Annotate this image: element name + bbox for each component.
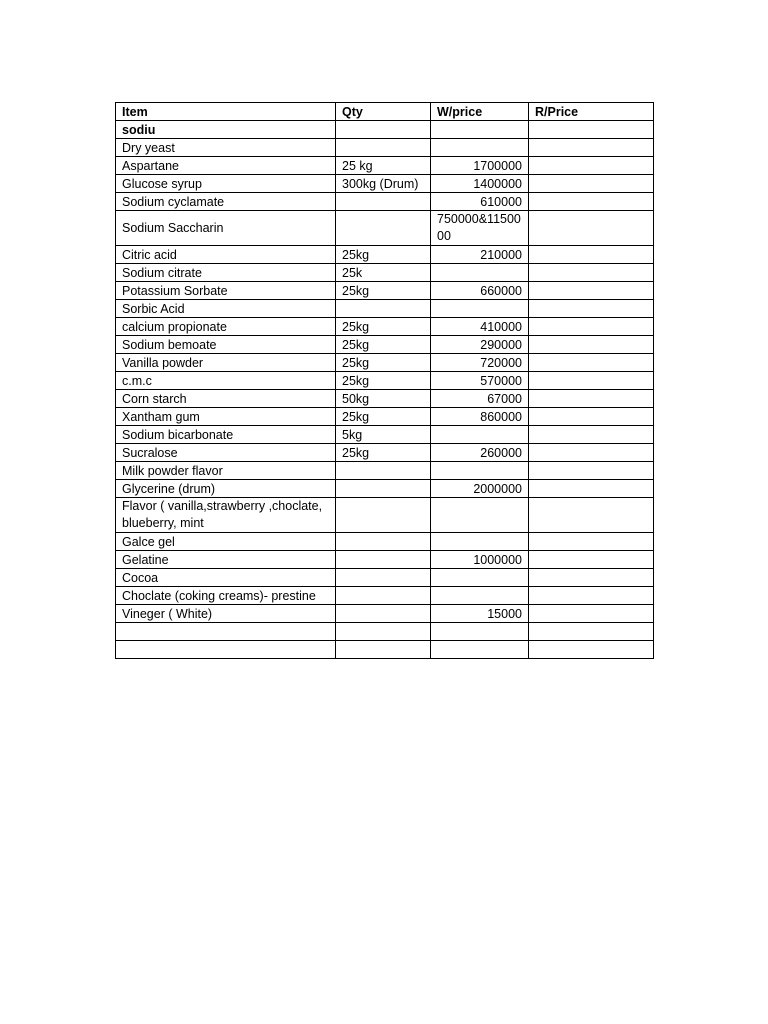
table-header-row (116, 103, 654, 121)
cell-item: Milk powder flavor (116, 462, 336, 480)
cell-rprice (529, 372, 654, 390)
cell-qty: 25kg (336, 354, 431, 372)
table-row (116, 462, 654, 480)
table-row (116, 211, 654, 246)
cell-item: Citric acid (116, 246, 336, 264)
cell-item: Sodium citrate (116, 264, 336, 282)
cell-qty (336, 211, 431, 246)
cell-wprice: 2000000 (431, 480, 529, 498)
cell-item: Glucose syrup (116, 175, 336, 193)
cell-item: Gelatine (116, 551, 336, 569)
cell-item: Sodium bemoate (116, 336, 336, 354)
table-row (116, 390, 654, 408)
cell-wprice (431, 623, 529, 641)
cell-rprice (529, 408, 654, 426)
cell-item (116, 641, 336, 659)
cell-item (116, 623, 336, 641)
table-row (116, 480, 654, 498)
cell-wprice: 15000 (431, 605, 529, 623)
cell-item: Vanilla powder (116, 354, 336, 372)
column-header-qty: Qty (336, 103, 431, 121)
cell-qty (336, 462, 431, 480)
cell-wprice (431, 533, 529, 551)
cell-qty: 25kg (336, 318, 431, 336)
cell-qty (336, 121, 431, 139)
table-row (116, 157, 654, 175)
cell-wprice: 750000&1150000 (431, 211, 529, 246)
cell-item: Sorbic Acid (116, 300, 336, 318)
cell-item: Dry yeast (116, 139, 336, 157)
cell-item: Sucralose (116, 444, 336, 462)
cell-wprice (431, 641, 529, 659)
cell-wprice: 1700000 (431, 157, 529, 175)
cell-qty (336, 480, 431, 498)
cell-rprice (529, 569, 654, 587)
cell-qty (336, 605, 431, 623)
cell-rprice (529, 462, 654, 480)
cell-wprice: 860000 (431, 408, 529, 426)
cell-wprice: 660000 (431, 282, 529, 300)
table-row (116, 139, 654, 157)
cell-item: Xantham gum (116, 408, 336, 426)
cell-rprice (529, 318, 654, 336)
cell-rprice (529, 426, 654, 444)
column-header-rprice: R/Price (529, 103, 654, 121)
cell-qty: 25kg (336, 408, 431, 426)
table-row (116, 175, 654, 193)
cell-qty (336, 300, 431, 318)
table-row (116, 264, 654, 282)
cell-rprice (529, 121, 654, 139)
cell-rprice (529, 480, 654, 498)
cell-wprice: 260000 (431, 444, 529, 462)
cell-qty: 25kg (336, 372, 431, 390)
cell-wprice (431, 569, 529, 587)
cell-item: calcium propionate (116, 318, 336, 336)
cell-item: Cocoa (116, 569, 336, 587)
cell-rprice (529, 157, 654, 175)
cell-qty (336, 587, 431, 605)
table-row (116, 444, 654, 462)
cell-wprice: 570000 (431, 372, 529, 390)
cell-item: Sodium Saccharin (116, 211, 336, 246)
cell-rprice (529, 551, 654, 569)
cell-rprice (529, 533, 654, 551)
table-row (116, 498, 654, 533)
cell-wprice (431, 426, 529, 444)
cell-qty: 25kg (336, 246, 431, 264)
table-row (116, 193, 654, 211)
cell-qty (336, 139, 431, 157)
cell-qty: 50kg (336, 390, 431, 408)
cell-wprice: 1400000 (431, 175, 529, 193)
cell-qty: 300kg (Drum) (336, 175, 431, 193)
cell-wprice: 610000 (431, 193, 529, 211)
cell-item: Sodium cyclamate (116, 193, 336, 211)
cell-item: sodiu (116, 121, 336, 139)
cell-wprice: 210000 (431, 246, 529, 264)
cell-rprice (529, 354, 654, 372)
cell-rprice (529, 444, 654, 462)
cell-wprice: 290000 (431, 336, 529, 354)
cell-rprice (529, 587, 654, 605)
cell-rprice (529, 336, 654, 354)
cell-qty (336, 193, 431, 211)
table-row (116, 605, 654, 623)
table-row (116, 282, 654, 300)
cell-rprice (529, 211, 654, 246)
cell-item: Sodium bicarbonate (116, 426, 336, 444)
cell-rprice (529, 264, 654, 282)
cell-rprice (529, 623, 654, 641)
table-row (116, 121, 654, 139)
table-row (116, 300, 654, 318)
price-table (115, 102, 654, 659)
cell-rprice (529, 390, 654, 408)
table-row (116, 408, 654, 426)
cell-rprice (529, 282, 654, 300)
cell-qty: 25kg (336, 282, 431, 300)
cell-wprice (431, 462, 529, 480)
table-row (116, 426, 654, 444)
cell-qty: 25k (336, 264, 431, 282)
cell-wprice: 410000 (431, 318, 529, 336)
cell-wprice: 1000000 (431, 551, 529, 569)
cell-item: Aspartane (116, 157, 336, 175)
cell-wprice: 67000 (431, 390, 529, 408)
cell-qty: 25kg (336, 336, 431, 354)
cell-wprice: 720000 (431, 354, 529, 372)
cell-rprice (529, 139, 654, 157)
cell-qty (336, 533, 431, 551)
cell-rprice (529, 300, 654, 318)
cell-item: Choclate (coking creams)- prestine (116, 587, 336, 605)
cell-rprice (529, 605, 654, 623)
column-header-item: Item (116, 103, 336, 121)
cell-rprice (529, 246, 654, 264)
cell-qty: 25 kg (336, 157, 431, 175)
cell-qty (336, 498, 431, 533)
cell-wprice (431, 121, 529, 139)
cell-wprice (431, 264, 529, 282)
table-row (116, 372, 654, 390)
table-row (116, 623, 654, 641)
cell-wprice (431, 300, 529, 318)
table-row (116, 551, 654, 569)
cell-wprice (431, 498, 529, 533)
cell-item: Flavor ( vanilla,strawberry ,choclate, blueberry, mint (116, 498, 336, 533)
cell-item: Potassium Sorbate (116, 282, 336, 300)
cell-qty: 5kg (336, 426, 431, 444)
cell-rprice (529, 175, 654, 193)
cell-rprice (529, 193, 654, 211)
table-row (116, 569, 654, 587)
cell-item: Glycerine (drum) (116, 480, 336, 498)
table-row (116, 246, 654, 264)
cell-qty (336, 551, 431, 569)
cell-rprice (529, 498, 654, 533)
cell-qty (336, 623, 431, 641)
cell-item: Vineger ( White) (116, 605, 336, 623)
cell-item: Corn starch (116, 390, 336, 408)
cell-qty (336, 569, 431, 587)
table-row (116, 587, 654, 605)
column-header-wprice: W/price (431, 103, 529, 121)
cell-wprice (431, 139, 529, 157)
cell-qty: 25kg (336, 444, 431, 462)
cell-qty (336, 641, 431, 659)
table-row (116, 336, 654, 354)
cell-item: c.m.c (116, 372, 336, 390)
cell-wprice (431, 587, 529, 605)
cell-rprice (529, 641, 654, 659)
table-row (116, 533, 654, 551)
table-row (116, 318, 654, 336)
table-row (116, 641, 654, 659)
table-row (116, 354, 654, 372)
cell-item: Galce gel (116, 533, 336, 551)
